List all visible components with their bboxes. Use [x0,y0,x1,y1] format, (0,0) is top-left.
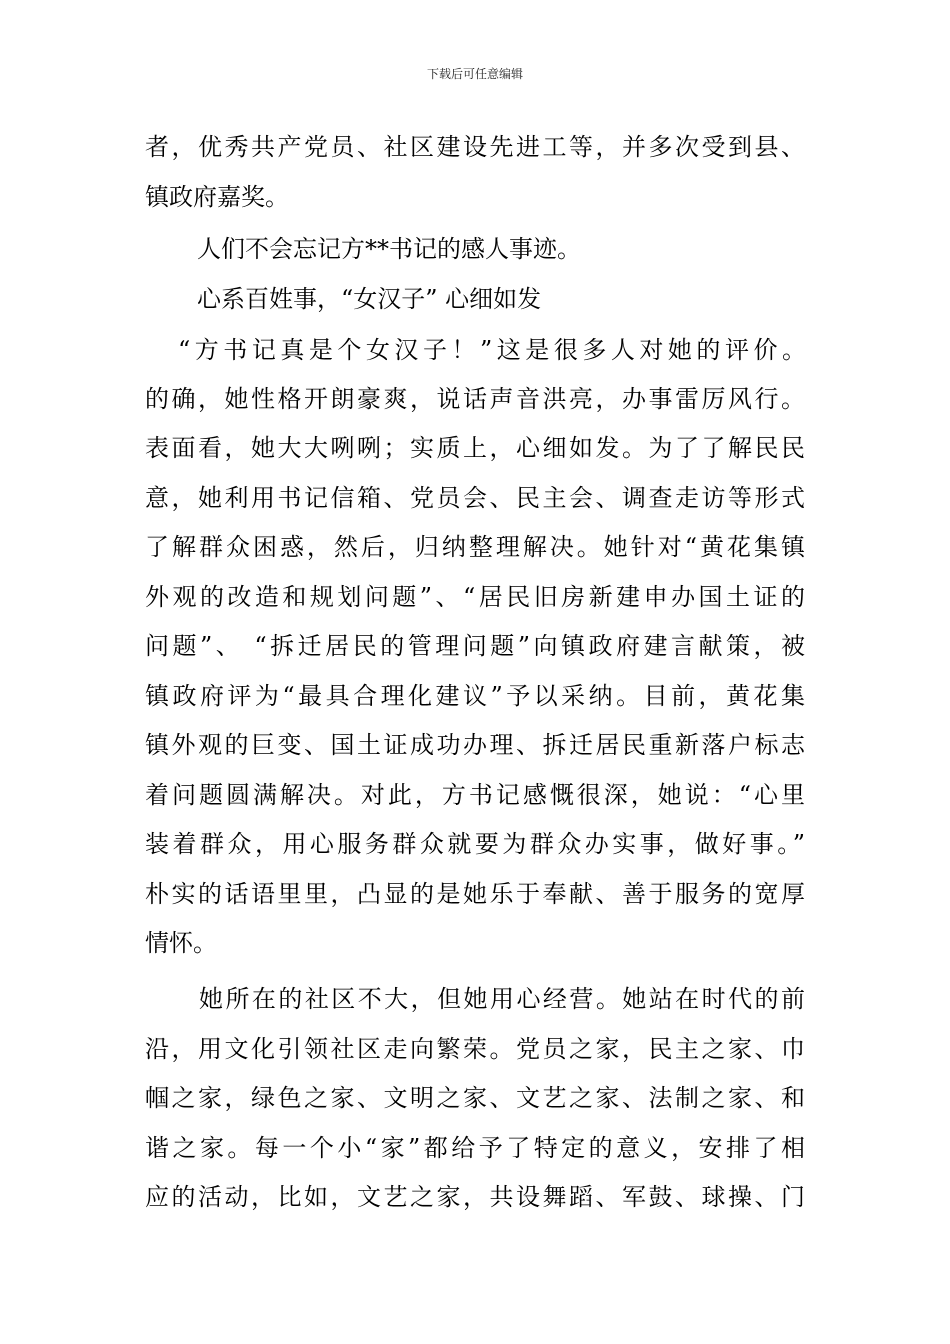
body-text-line: 人们不会忘记方**书记的感人事迹。 [197,235,581,263]
body-text-line: 沿，用文化引领社区走向繁荣。党员之家，民主之家、巾 [145,1035,805,1063]
body-text-line: 帼之家，绿色之家、文明之家、文艺之家、法制之家、和 [145,1084,805,1112]
body-text-line: 她所在的社区不大，但她用心经营。她站在时代的前 [199,985,805,1013]
body-text-line: 的确，她性格开朗豪爽，说话声音洪亮，办事雷厉风行。 [145,385,805,413]
body-text-line: 朴实的话语里里，凸显的是她乐于奉献、善于服务的宽厚 [145,880,805,908]
body-text-line: “方书记真是个女汉子！”这是很多人对她的评价。 [178,336,806,364]
body-text-line: 装着群众，用心服务群众就要为群众办实事，做好事。” [145,830,805,858]
body-text-line: 应的活动，比如，文艺之家，共设舞蹈、军鼓、球操、门 [145,1183,805,1211]
body-text-line: 镇外观的巨变、国土证成功办理、拆迁居民重新落户标志 [145,731,805,759]
body-text-line: 情怀。 [145,929,217,957]
body-text-line: 外观的改造和规划问题”、“居民旧房新建申办国土证的 [145,583,805,611]
section-subheading: 心系百姓事，“女汉子” 心细如发 [197,285,542,313]
body-text-line: 着问题圆满解决。对此，方书记感慨很深，她说：“心里 [145,781,805,809]
body-text-line: 了解群众困惑，然后，归纳整理解决。她针对“黄花集镇 [145,533,805,561]
body-text-line: 镇政府嘉奖。 [145,183,289,211]
body-text-line: 者，优秀共产党员、社区建设先进工等，并多次受到县、 [145,133,805,161]
body-text-line: 谐之家。每一个小“家”都给予了特定的意义，安排了相 [145,1134,805,1162]
body-text-line: 意，她利用书记信箱、党员会、民主会、调查走访等形式 [145,484,805,512]
page-header: 下载后可任意编辑 [426,67,523,81]
body-text-line: 镇政府评为“最具合理化建议”予以采纳。目前，黄花集 [145,682,805,710]
body-text-line: 问题”、 “拆迁居民的管理问题”向镇政府建言献策，被 [145,632,805,660]
body-text-line: 表面看，她大大咧咧；实质上，心细如发。为了了解民民 [145,434,805,462]
